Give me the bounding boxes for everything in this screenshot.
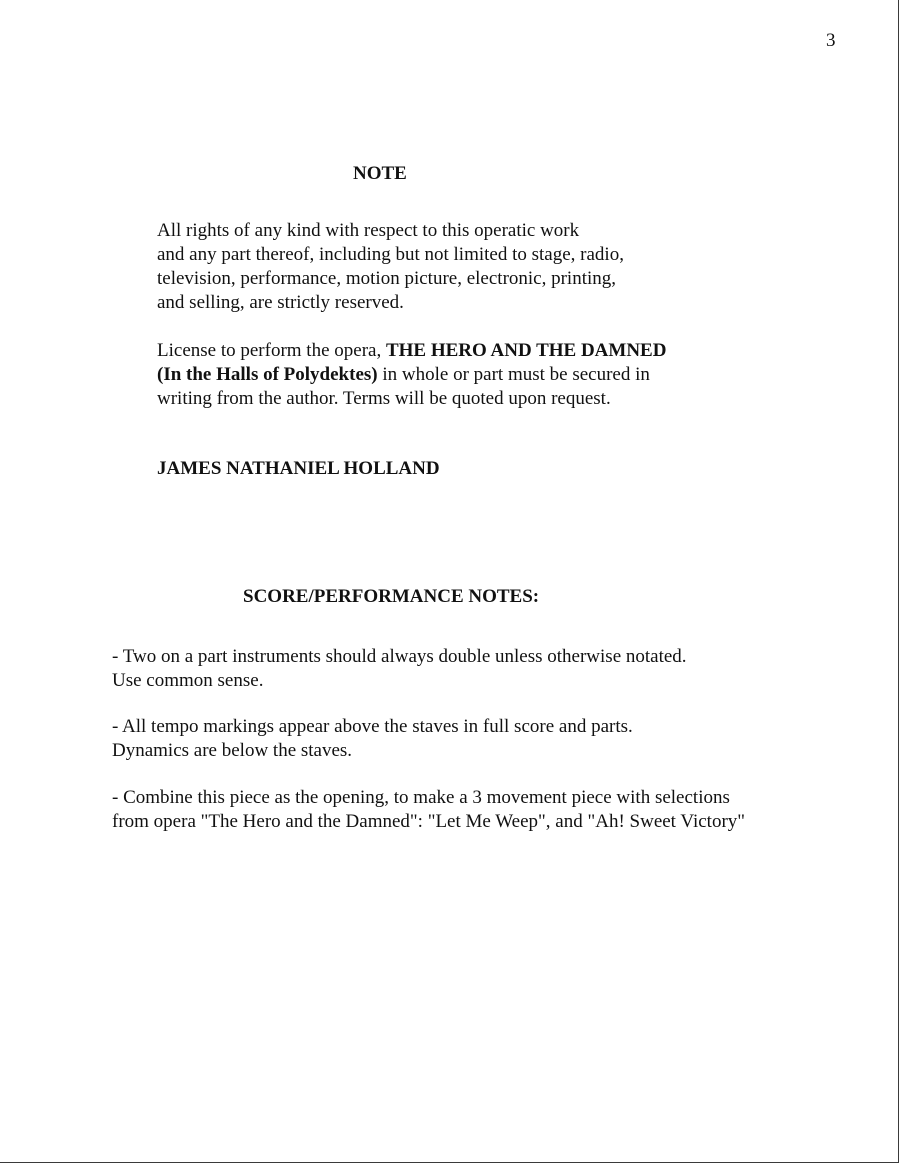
score-note-item bbox=[112, 645, 687, 693]
note-heading: NOTE bbox=[353, 163, 407, 184]
rights-line: All rights of any kind with respect to this operatic work bbox=[157, 220, 580, 241]
score-notes-heading: SCORE/PERFORMANCE NOTES: bbox=[243, 586, 540, 607]
rights-paragraph bbox=[157, 219, 624, 315]
score-note-line: from opera "The Hero and the Damned": "Let Me Weep", and "Ah! Sweet Victory" bbox=[112, 811, 746, 832]
score-note-item bbox=[112, 715, 633, 763]
license-paragraph bbox=[157, 339, 666, 411]
score-note-line: Dynamics are below the staves. bbox=[112, 740, 353, 761]
rights-line: and any part thereof, including but not limited to stage, radio, bbox=[157, 244, 624, 265]
license-prefix: License to perform the opera, bbox=[157, 340, 386, 361]
license-line-1 bbox=[157, 339, 666, 363]
score-note-line: - All tempo markings appear above the staves in full score and parts. bbox=[112, 716, 633, 737]
score-note-line: - Combine this piece as the opening, to make a 3 movement piece with selections bbox=[112, 787, 730, 808]
license-line-2 bbox=[157, 363, 666, 387]
score-note-line: - Two on a part instruments should always double unless otherwise notated. bbox=[112, 646, 687, 667]
license-line-3: writing from the author. Terms will be quoted upon request. bbox=[157, 388, 611, 409]
opera-subtitle: (In the Halls of Polydektes) bbox=[157, 364, 378, 385]
page-number: 3 bbox=[826, 30, 836, 51]
score-note-line: Use common sense. bbox=[112, 670, 264, 691]
opera-title: THE HERO AND THE DAMNED bbox=[385, 340, 667, 361]
author-name: JAMES NATHANIEL HOLLAND bbox=[157, 458, 440, 479]
rights-line: and selling, are strictly reserved. bbox=[157, 292, 404, 313]
license-suffix: in whole or part must be secured in bbox=[377, 364, 650, 385]
score-note-item bbox=[112, 786, 745, 834]
rights-line: television, performance, motion picture, electronic, printing, bbox=[157, 268, 617, 289]
